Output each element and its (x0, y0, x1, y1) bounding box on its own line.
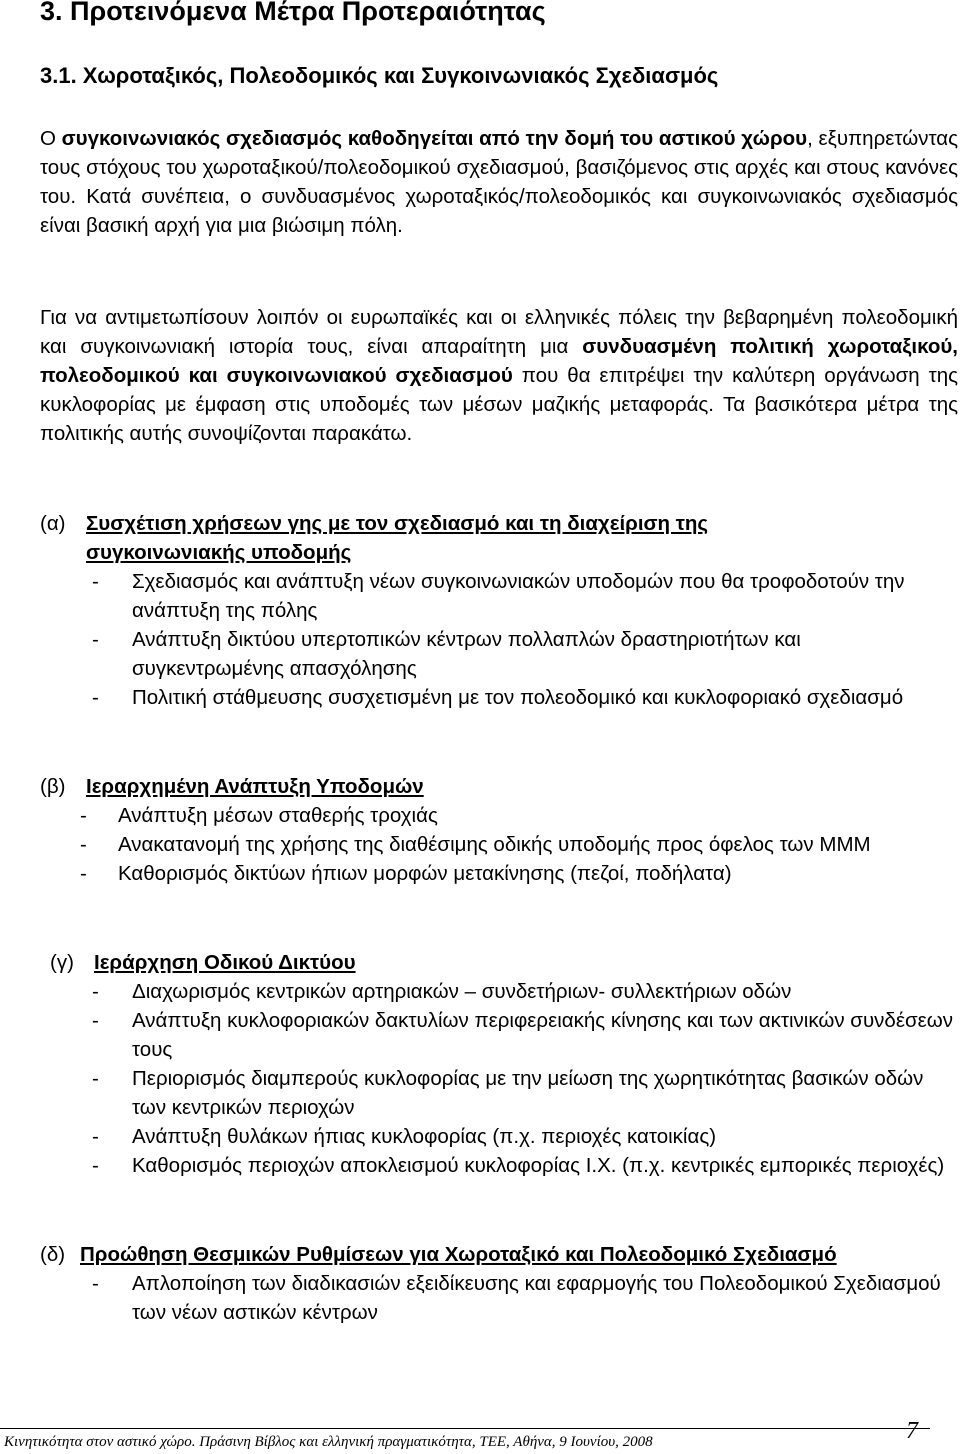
subsection-heading: 3.1. Χωροταξικός, Πολεοδομικός και Συγκοινωνιακός Σχεδιασμός (40, 63, 719, 88)
list-item-text: Ανάπτυξη μέσων σταθερής τροχιάς (118, 804, 438, 827)
dash-marker: - (92, 628, 99, 651)
section-label: (δ) (40, 1243, 66, 1266)
dash-marker: - (92, 1125, 99, 1148)
paragraph-text: Για να αντιμετωπίσουν λοιπόν οι ευρωπαϊκές και οι ελληνικές πόλεις την βεβαρημένη πολεοδομική και συγκοινωνιακή ιστορία τους, είναι απαραίτητη μια (40, 306, 958, 358)
list-item (40, 830, 958, 859)
section-label: (α) (40, 512, 66, 535)
list-item-text: Καθορισμός περιοχών αποκλεισμού κυκλοφορίας Ι.Χ. (π.χ. κεντρικές εμπορικές περιοχές) (132, 1154, 945, 1177)
dash-marker: - (80, 862, 87, 885)
paragraph-bold-text: συνδυασμένη πολιτική χωροταξικού, πολεοδομικού και συγκοινωνιακού σχεδιασμού (40, 335, 958, 387)
dash-marker: - (92, 1067, 99, 1090)
dash-marker: - (92, 570, 99, 593)
dash-marker: - (92, 1154, 99, 1177)
measure-section-d (40, 1240, 958, 1327)
section-title: Συσχέτιση χρήσεων γης με τον σχεδιασμό και τη διαχείριση της συγκοινωνιακής υποδομής (86, 512, 709, 564)
list-item (40, 1122, 958, 1151)
dash-marker: - (80, 833, 87, 856)
measure-section-a (40, 509, 958, 712)
paragraph-text: Ο (40, 127, 62, 150)
list-item (40, 1269, 958, 1327)
list-item (40, 801, 958, 830)
list-item-text: Περιορισμός διαμπερούς κυκλοφορίας με την μείωση της χωρητικότητας βασικών οδών των κεντρικών περιοχών (132, 1067, 924, 1119)
section-title: Ιεραρχημένη Ανάπτυξη Υποδομών (86, 775, 424, 798)
list-item (40, 859, 958, 888)
dash-marker: - (92, 1009, 99, 1032)
dash-marker: - (92, 686, 99, 709)
list-item-text: Ανάπτυξη δικτύου υπερτοπικών κέντρων πολλαπλών δραστηριοτήτων και συγκεντρωμένης απασχόλησης (132, 628, 801, 680)
footer-citation: Κινητικότητα στον αστικό χώρο. Πράσινη Βίβλος και ελληνική πραγματικότητα, ΤΕΕ, Αθήνα, 9 Ιουνίου, 2008 (4, 1434, 653, 1450)
section-label: (γ) (50, 951, 74, 974)
list-item-text: Πολιτική στάθμευσης συσχετισμένη με τον πολεοδομικό και κυκλοφοριακό σχεδιασμό (132, 686, 904, 709)
dash-marker: - (92, 1272, 99, 1295)
list-item (40, 625, 958, 683)
page-number: 7 (906, 1418, 918, 1444)
list-item-text: Σχεδιασμός και ανάπτυξη νέων συγκοινωνιακών υποδομών που θα τροφοδοτούν την ανάπτυξη της πόλης (132, 570, 905, 622)
section-title: Προώθηση Θεσμικών Ρυθμίσεων για Χωροταξικό και Πολεοδομικό Σχεδιασμό (80, 1243, 837, 1266)
list-item-text: Απλοποίηση των διαδικασιών εξειδίκευσης και εφαρμογής του Πολεοδομικού Σχεδιασμού των νέων αστικών κέντρων (132, 1272, 941, 1324)
section-title: Ιεράρχηση Οδικού Δικτύου (94, 951, 356, 974)
measure-section-c (40, 948, 958, 1180)
measure-section-b (40, 772, 958, 888)
paragraph-bold-text: συγκοινωνιακός σχεδιασμός καθοδηγείται από την δομή του αστικού χώρου (61, 127, 808, 150)
list-item (40, 567, 958, 625)
intro-paragraph (40, 124, 958, 240)
section-label: (β) (40, 775, 66, 798)
list-item-text: Ανάπτυξη κυκλοφοριακών δακτυλίων περιφερειακής κίνησης και των ακτινικών συνδέσεων τους (132, 1009, 954, 1061)
list-item (40, 1064, 958, 1122)
dash-marker: - (92, 980, 99, 1003)
list-item-text: Καθορισμός δικτύων ήπιων μορφών μετακίνησης (πεζοί, ποδήλατα) (118, 862, 732, 885)
section-heading: 3. Προτεινόμενα Μέτρα Προτεραιότητας (40, 0, 546, 26)
list-item (40, 977, 958, 1006)
list-item-text: Ανάπτυξη θυλάκων ήπιας κυκλοφορίας (π.χ. περιοχές κατοικίας) (132, 1125, 717, 1148)
footer-divider (0, 1428, 930, 1429)
list-item-text: Ανακατανομή της χρήσης της διαθέσιμης οδικής υποδομής προς όφελος των ΜΜΜ (118, 833, 871, 856)
list-item (40, 683, 958, 712)
list-item (40, 1151, 958, 1180)
list-item (40, 1006, 958, 1064)
dash-marker: - (80, 804, 87, 827)
list-item-text: Διαχωρισμός κεντρικών αρτηριακών – συνδετήριων- συλλεκτήριων οδών (132, 980, 792, 1003)
policy-paragraph (40, 303, 958, 448)
paragraph-text: που θα επιτρέψει την καλύτερη οργάνωση της κυκλοφορίας με έμφαση στις υποδομές των μέσων μαζικής μεταφοράς. Τα βασικότερα μέτρα της πολιτικής αυτής συνοψίζονται παρακάτω. (40, 364, 958, 445)
paragraph-text: , εξυπηρετώντας τους στόχους του χωροταξικού/πολεοδομικού σχεδιασμού, βασιζόμενος στις αρχές και στους κανόνες του. Κατά συνέπεια, ο συνδυασμένος χωροταξικός/πολεοδομικός και συγκοινωνιακός σχεδιασμός είναι βασική αρχή για μια βιώσιμη πόλη. (40, 127, 958, 237)
